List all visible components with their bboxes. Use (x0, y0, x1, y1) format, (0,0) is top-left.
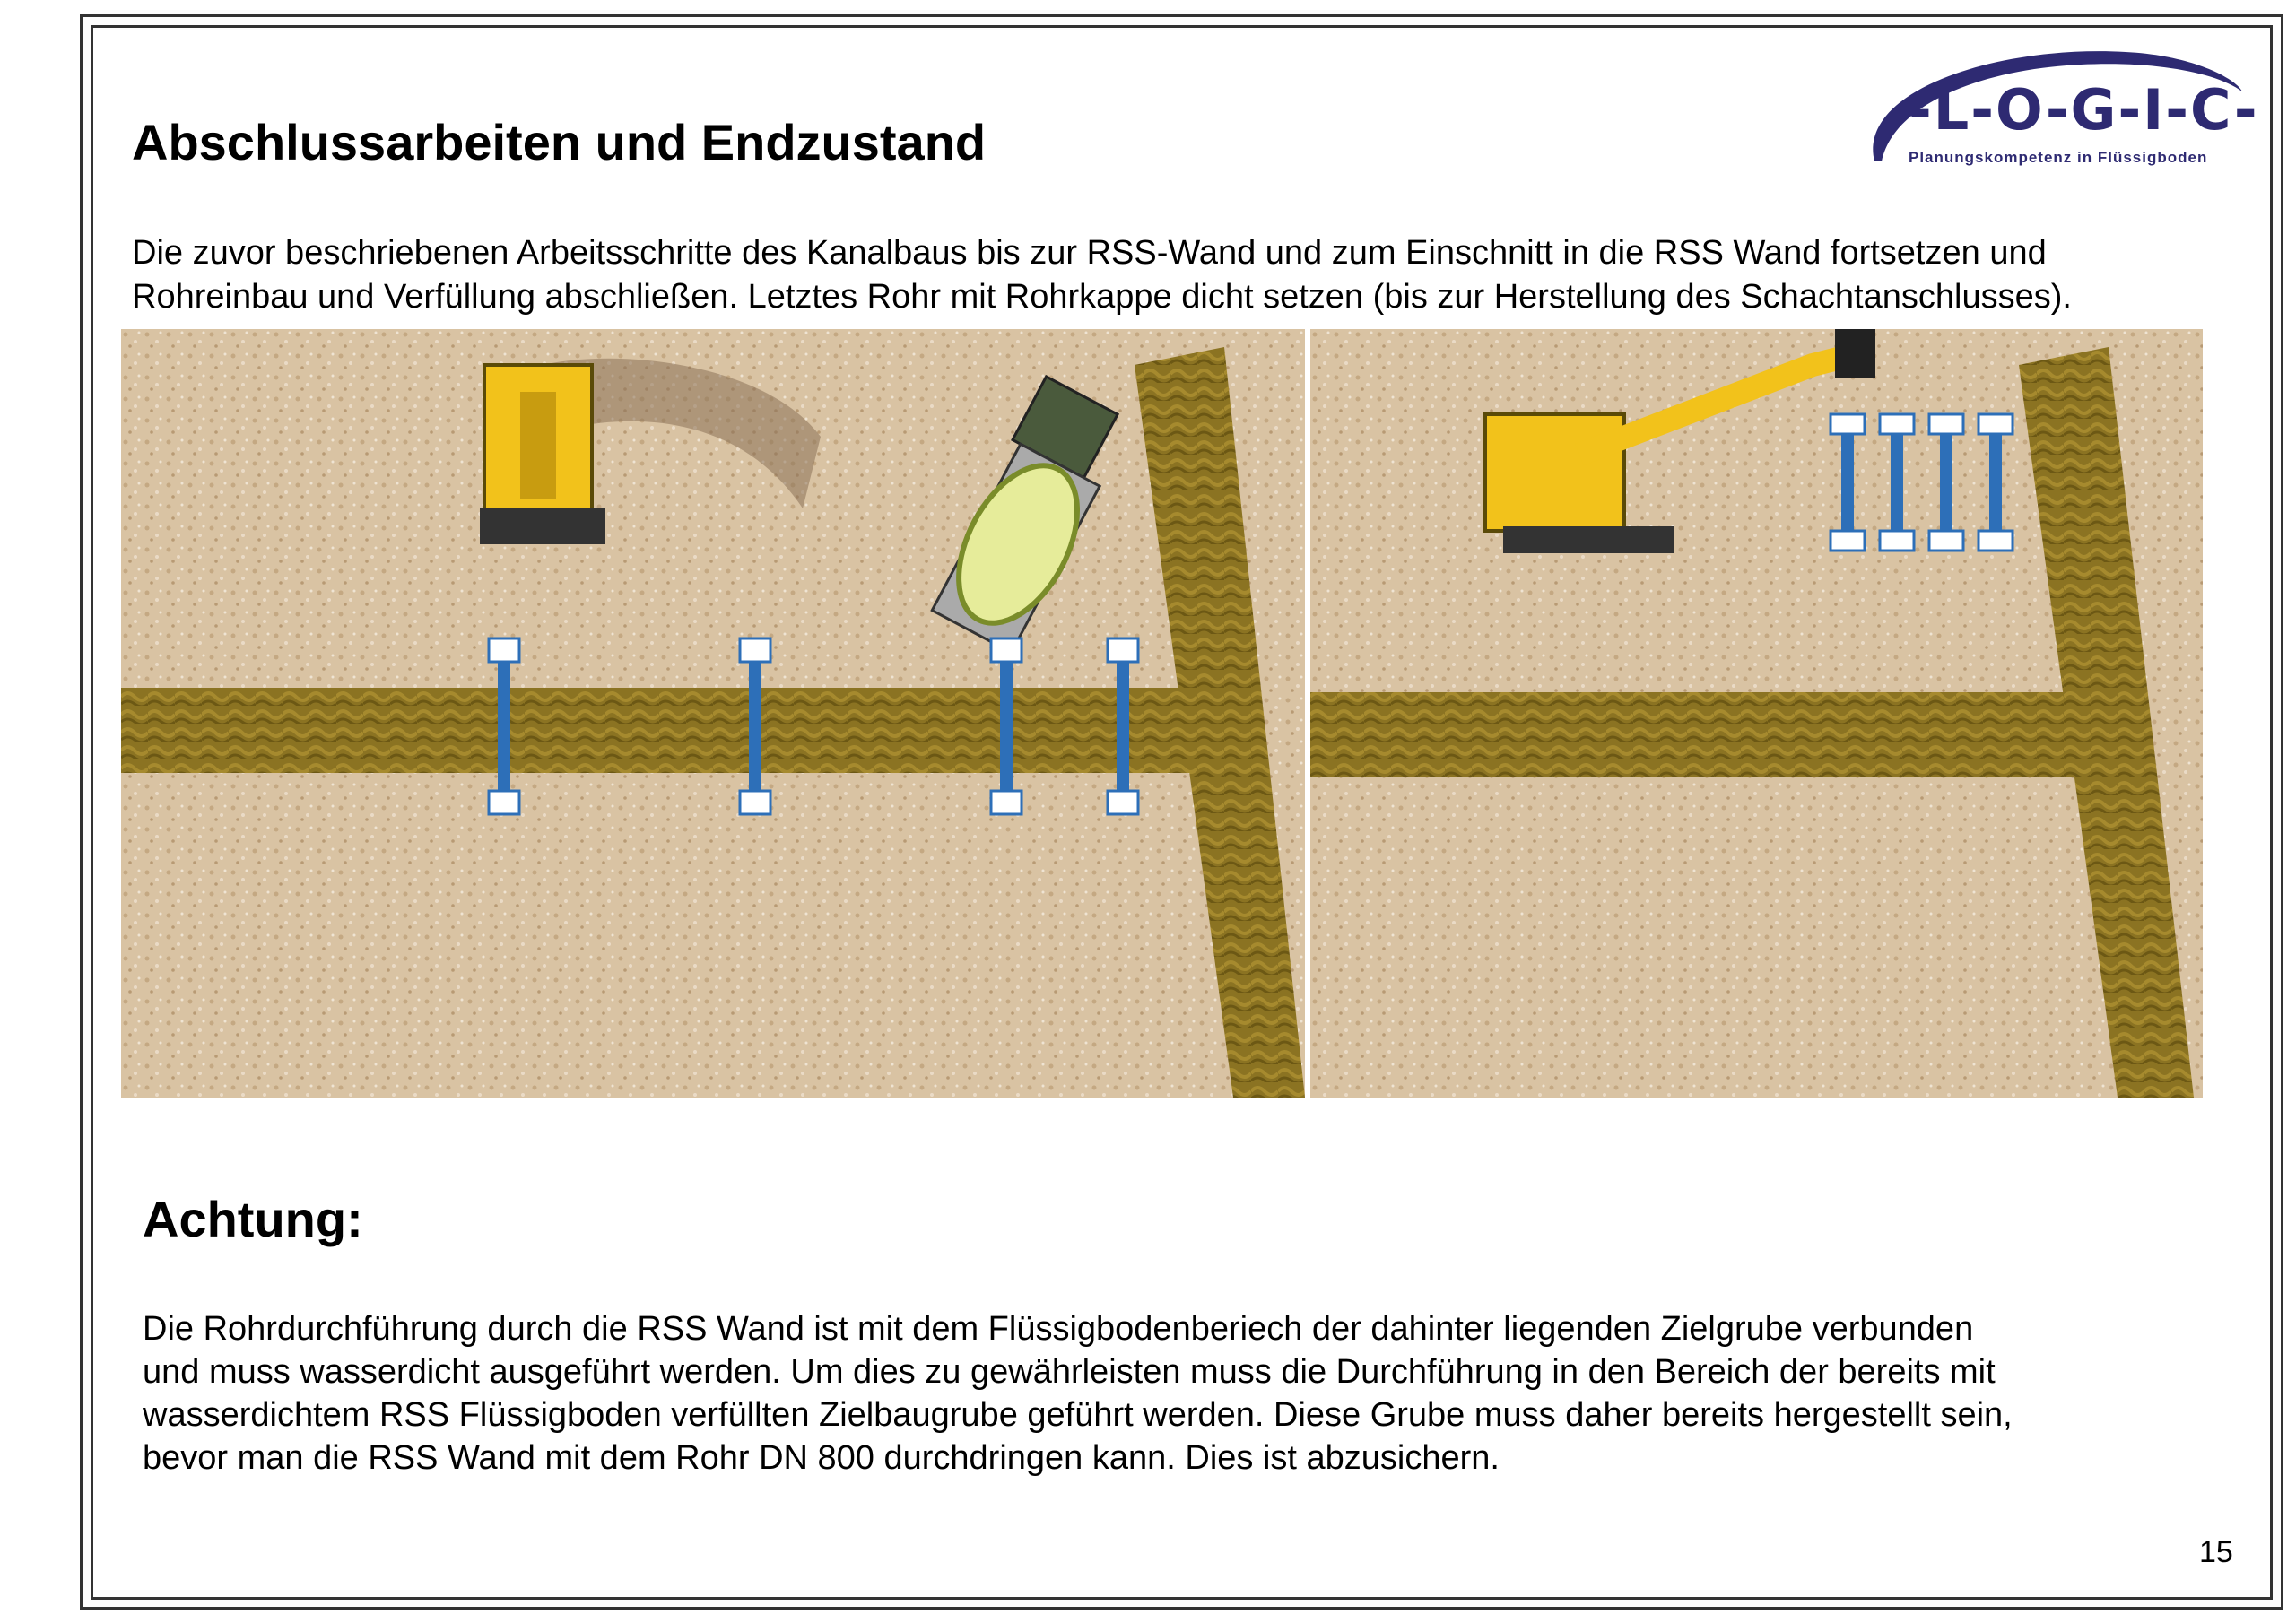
intro-line: Die zuvor beschriebenen Arbeitsschritte des Kanalbaus bis zur RSS-Wand und zum Einschnitt in die RSS Wand fortsetzen und (132, 234, 2047, 272)
attention-heading: Achtung: (143, 1191, 363, 1247)
note-line: bevor man die RSS Wand mit dem Rohr DN 800 durchdringen kann. Dies ist abzusichern. (143, 1439, 1500, 1477)
intro-text (132, 231, 2177, 319)
logo-wordmark: -L-O-G-I-C- (1909, 77, 2259, 143)
note-line: und muss wasserdicht ausgeführt werden. Um dies zu gewährleisten muss die Durchführung in den Bereich der bereits mit (143, 1353, 1996, 1391)
page-title: Abschlussarbeiten und Endzustand (132, 114, 987, 170)
note-line: Die Rohrdurchführung durch die RSS Wand ist mit dem Flüssigbodenberiech der dahinter liegenden Zielgrube verbunden (143, 1310, 1974, 1348)
scene-image-end-state (1310, 329, 2203, 1098)
intro-line: Rohreinbau und Verfüllung abschließen. Letztes Rohr mit Rohrkappe dicht setzen (bis zur Herstellung des Schachtanschlusses). (132, 278, 2072, 316)
logo-tagline: Planungskompetenz in Flüssigboden (1909, 149, 2208, 166)
scene-image-construction (121, 329, 1305, 1098)
attention-note (143, 1307, 2187, 1480)
note-line: wasserdichtem RSS Flüssigboden verfüllten Zielbaugrube geführt werden. Diese Grube muss daher bereits hergestellt sein, (143, 1396, 2013, 1434)
page-number: 15 (2199, 1535, 2233, 1569)
